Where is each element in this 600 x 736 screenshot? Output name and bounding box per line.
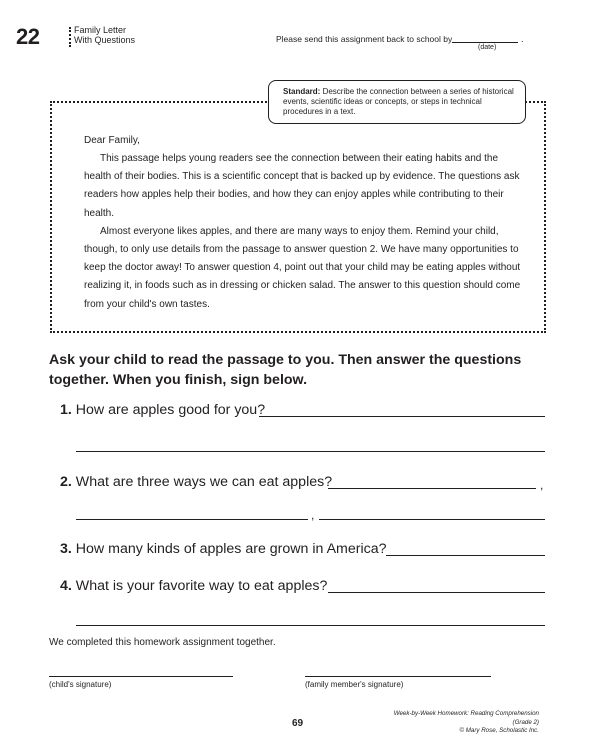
- letter-paragraph-2: Almost everyone likes apples, and there are many ways to enjoy them. Remind your child, though, to only use details from the passage to answer question 2. We have many opportunities to keep the doctor away! To answer question 4, point out that your child may be eating apples without realizing it, in foods such as in dressing or chicken salad. The answer to this question should come from your child's own tastes.: [84, 225, 521, 310]
- completion-statement: We completed this homework assignment together.: [49, 637, 276, 648]
- send-back-text: Please send this assignment back to school by: [276, 34, 453, 44]
- answer-1-line-2[interactable]: [76, 451, 545, 452]
- question-3-text: How many kinds of apples are grown in America?: [75, 541, 387, 557]
- credit-line-2: © Mary Rose, Scholastic Inc.: [459, 727, 539, 734]
- family-signature-line[interactable]: [305, 676, 491, 677]
- credit-line-1: Week-by-Week Homework: Reading Comprehension (Grade 2): [393, 710, 539, 726]
- question-1: [60, 402, 265, 418]
- date-period: .: [521, 34, 524, 44]
- letter-body: [84, 150, 524, 314]
- answer-2-line-2[interactable]: [76, 519, 308, 520]
- question-3: [60, 541, 387, 557]
- lesson-title-line1: Family Letter: [74, 25, 127, 35]
- child-signature-line[interactable]: [49, 676, 233, 677]
- instructions: Ask your child to read the passage to you. Then answer the questions together. When you finish, sign below.: [49, 352, 522, 388]
- answer-1-line-1[interactable]: [259, 416, 545, 417]
- credits: [384, 710, 539, 736]
- question-4-text: What is your favorite way to eat apples?: [75, 578, 328, 594]
- letter-paragraph-1: This passage helps young readers see the connection between their eating habits and the health of their bodies. This is a scientific concept that is backed up by evidence. The questions ask readers how apples help their bodies, and how they can enjoy apples while contributing to their health.: [84, 153, 520, 219]
- standard-text: Describe the connection between a series of historical events, scientific ideas or concepts, or steps in technical procedures in a text.: [283, 87, 514, 117]
- question-2-number: 2.: [60, 474, 72, 490]
- question-3-number: 3.: [60, 541, 72, 557]
- question-2-text: What are three ways we can eat apples?: [75, 474, 333, 490]
- lesson-title-line2: With Questions: [74, 35, 136, 45]
- question-2: [60, 474, 332, 490]
- answer-2-line-1[interactable]: [328, 488, 536, 489]
- comma: ,: [540, 478, 544, 492]
- answer-4-line-1[interactable]: [328, 592, 545, 593]
- question-4: [60, 578, 327, 594]
- family-signature-label: (family member's signature): [305, 680, 404, 689]
- standard-box: [268, 80, 526, 124]
- question-1-number: 1.: [60, 402, 72, 418]
- page-number: 69: [292, 718, 304, 729]
- answer-3-line[interactable]: [386, 555, 545, 556]
- child-signature-label: (child's signature): [49, 680, 112, 689]
- lesson-title: [74, 25, 135, 45]
- header-divider: [69, 27, 71, 47]
- lesson-number: 22: [16, 24, 40, 49]
- letter-greeting: Dear Family,: [84, 135, 140, 146]
- question-4-number: 4.: [60, 578, 72, 594]
- date-field-line[interactable]: [452, 42, 518, 43]
- comma: ,: [311, 508, 315, 522]
- question-1-text: How are apples good for you?: [75, 402, 266, 418]
- date-label: (date): [478, 44, 497, 51]
- answer-4-line-2[interactable]: [76, 625, 545, 626]
- standard-label: Standard:: [283, 87, 321, 96]
- answer-2-line-3[interactable]: [319, 519, 545, 520]
